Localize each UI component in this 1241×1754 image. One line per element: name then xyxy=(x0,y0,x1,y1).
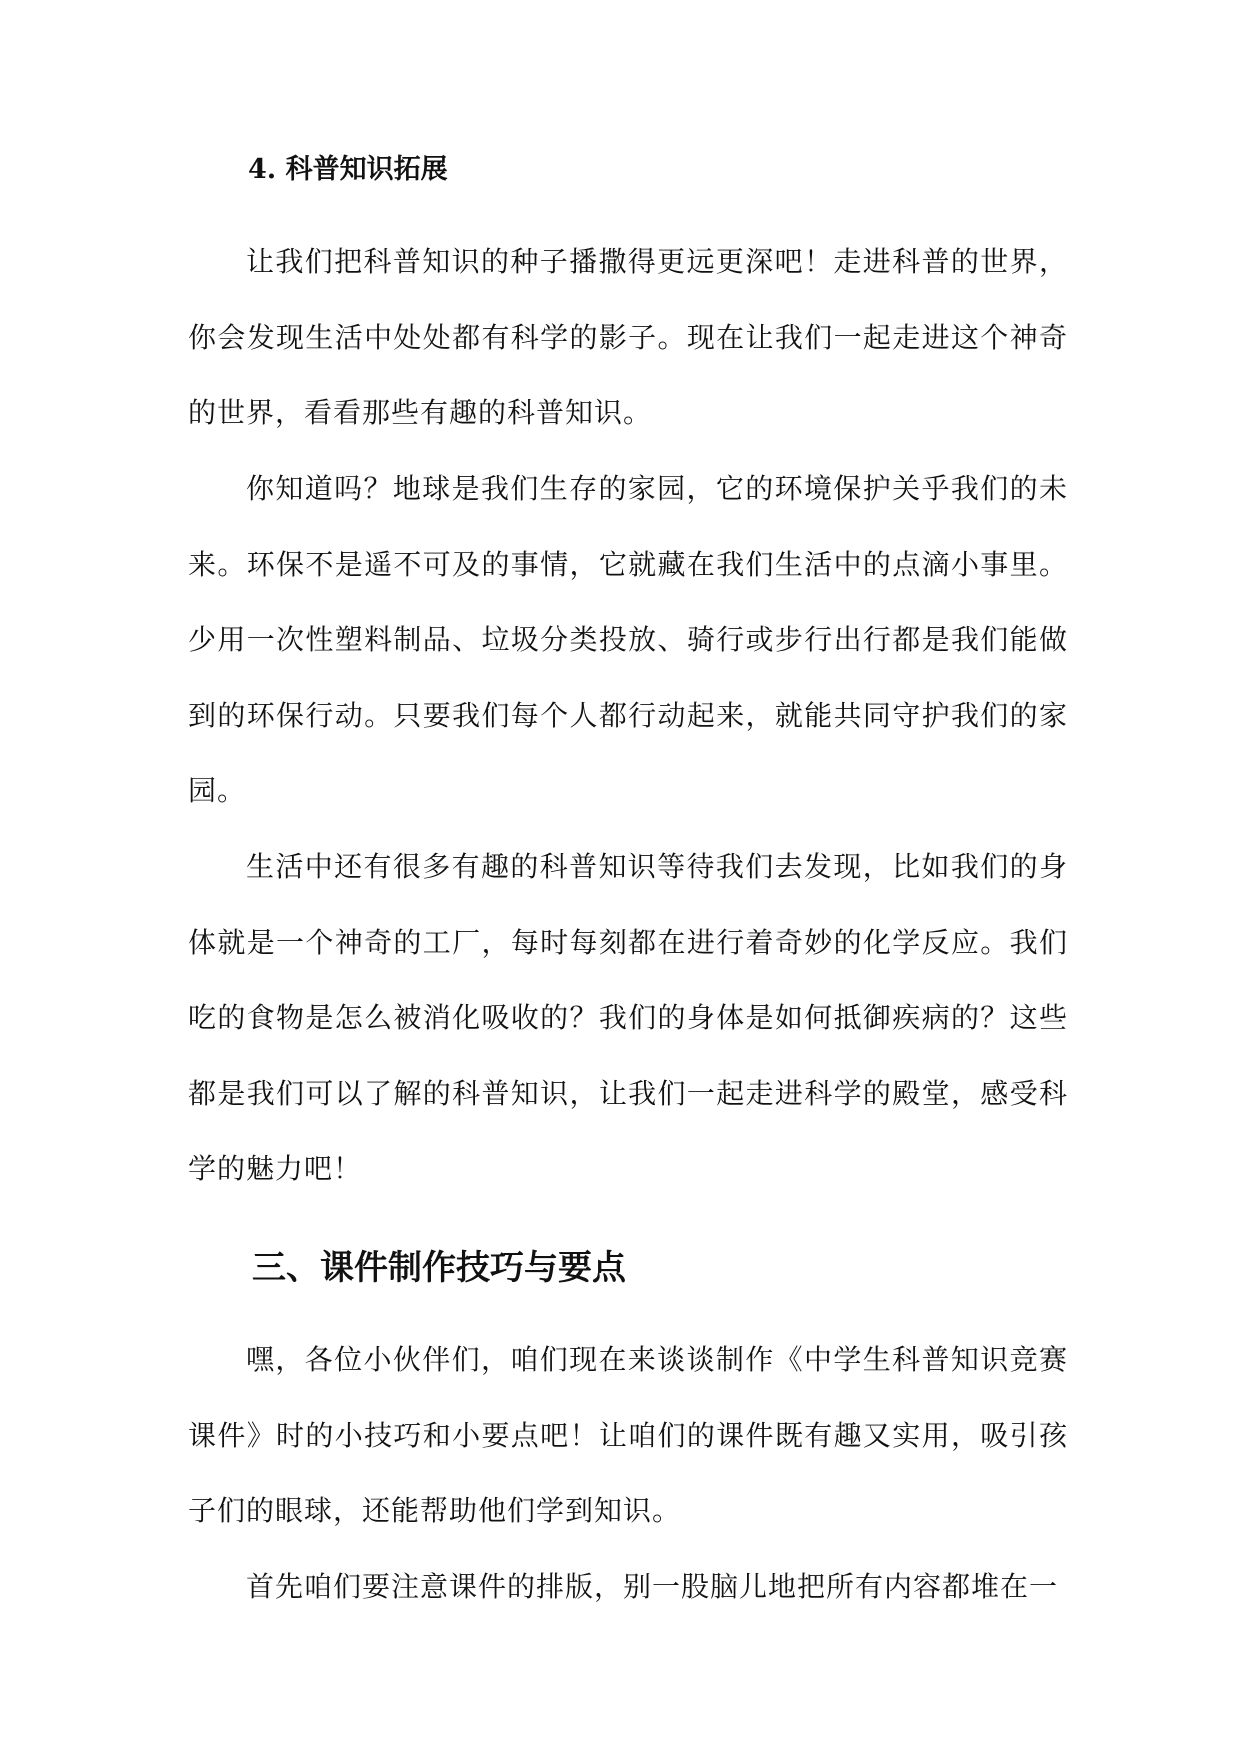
paragraph-environment: 你知道吗？地球是我们生存的家园，它的环境保护关乎我们的未来。环保不是遥不可及的事情，它就藏在我们生活中的点滴小事里。少用一次性塑料制品、垃圾分类投放、骑行或步行出行都是我们能做到的环保行动。只要我们每个人都行动起来，就能共同守护我们的家园。 xyxy=(188,472,1068,807)
paragraph-courseware-intro: 嘿，各位小伙伴们，咱们现在来谈谈制作《中学生科普知识竞赛课件》时的小技巧和小要点吧！让咱们的课件既有趣又实用，吸引孩子们的眼球，还能帮助他们学到知识。 xyxy=(188,1343,1068,1527)
paragraph-intro: 让我们把科普知识的种子播撒得更远更深吧！走进科普的世界，你会发现生活中处处都有科学的影子。现在让我们一起走进这个神奇的世界，看看那些有趣的科普知识。 xyxy=(188,245,1068,429)
subheading-science-knowledge-expansion: 4. 科普知识拓展 xyxy=(248,154,448,185)
paragraph-body-science: 生活中还有很多有趣的科普知识等待我们去发现，比如我们的身体就是一个神奇的工厂，每时每刻都在进行着奇妙的化学反应。我们吃的食物是怎么被消化吸收的？我们的身体是如何抵御疾病的？这些都是我们可以了解的科普知识，让我们一起走进科学的殿堂，感受科学的魅力吧！ xyxy=(188,850,1068,1185)
section-heading-courseware-tips: 三、课件制作技巧与要点 xyxy=(252,1248,626,1288)
paragraph-layout-tip: 首先咱们要注意课件的排版，别一股脑儿地把所有内容都堆在一 xyxy=(246,1570,1059,1603)
